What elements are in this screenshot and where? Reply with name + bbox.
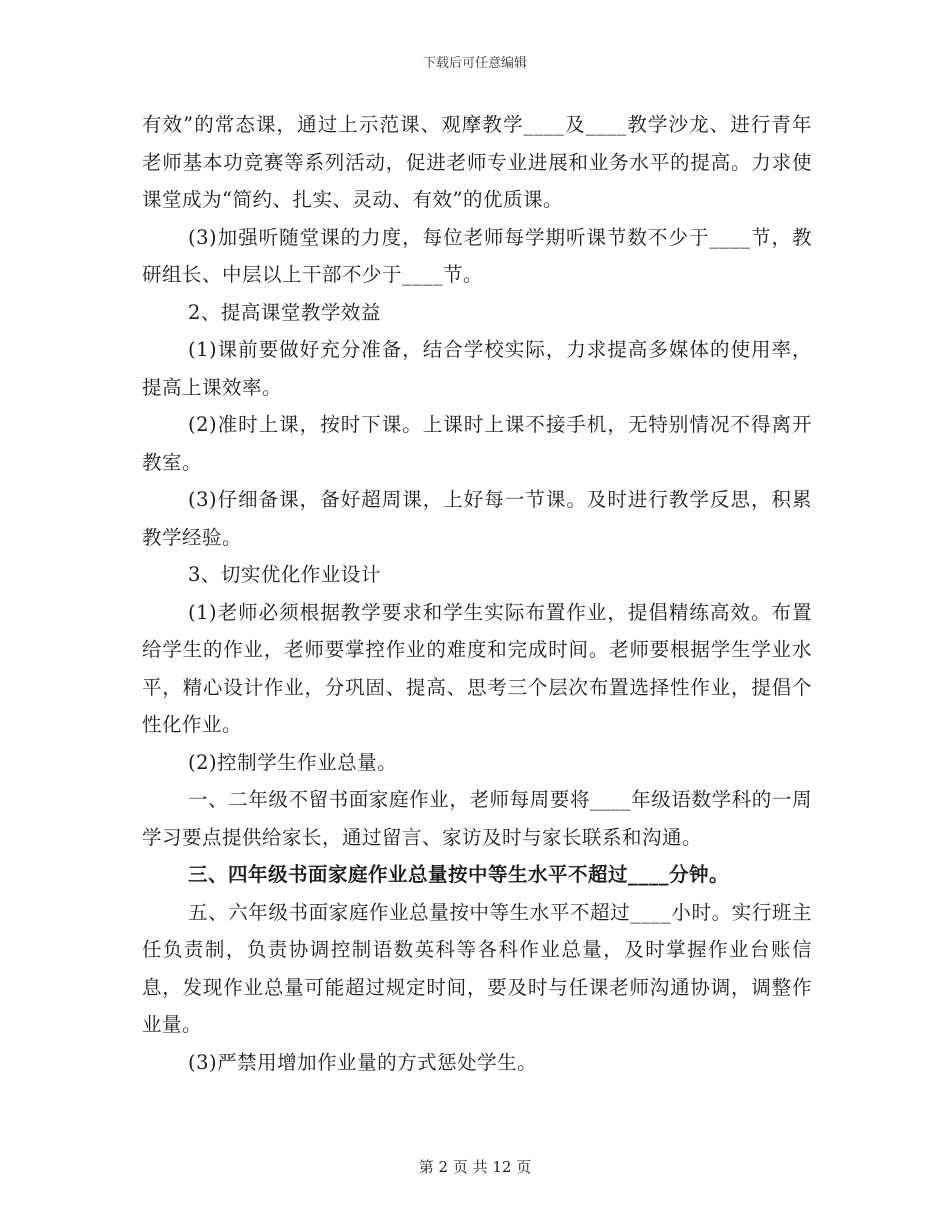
paragraph-3: 2、提高课堂教学效益 [188, 300, 381, 324]
paragraph-12: 五、六年级书面家庭作业总量按中等生水平不超过____小时。实行班主任负责制，负责协调控制语数英科等各科作业总量，及时掌握作业台账信息，发现作业总量可能超过规定时间，要及时与任课老师沟通协调，调整作业量。 [142, 900, 812, 1036]
paragraph-13: (3)严禁用增加作业量的方式惩处学生。 [188, 1050, 538, 1074]
paragraph-8: (1)老师必须根据教学要求和学生实际布置作业，提倡精练高效。布置给学生的作业，老师要掌控作业的难度和完成时间。老师要根据学生学业水平，精心设计作业，分巩固、提高、思考三个层次布置选择性作业，提倡个性化作业。 [142, 600, 812, 736]
paragraph-4: (1)课前要做好充分准备，结合学校实际，力求提高多媒体的使用率，提高上课效率。 [142, 338, 812, 399]
paragraph-9: (2)控制学生作业总量。 [188, 750, 398, 774]
paragraph-11: 三、四年级书面家庭作业总量按中等生水平不超过____分钟。 [188, 863, 730, 886]
paragraph-2: (3)加强听随堂课的力度，每位老师每学期听课节数不少于____节，教研组长、中层以上干部不少于____节。 [142, 225, 812, 286]
paragraph-5: (2)准时上课，按时下课。上课时上课不接手机，无特别情况不得离开教室。 [142, 413, 812, 474]
page-header: 下载后可任意编辑 [422, 56, 527, 71]
paragraph-7: 3、切实优化作业设计 [188, 563, 381, 586]
paragraph-10: 一、二年级不留书面家庭作业，老师每周要将____年级语数学科的一周学习要点提供给家长，通过留言、家访及时与家长联系和沟通。 [142, 788, 812, 849]
page-footer: 第 2 页 共 12 页 [418, 1158, 532, 1176]
paragraph-1: 有效”的常态课，通过上示范课、观摩教学____及____教学沙龙、进行青年老师基本功竞赛等系列活动，促进老师专业进展和业务水平的提高。力求使课堂成为“简约、扎实、灵动、有效”的优质课。 [142, 113, 812, 211]
paragraph-6: (3)仔细备课，备好超周课，上好每一节课。及时进行教学反思，积累教学经验。 [142, 488, 812, 549]
document-body [142, 106, 812, 1081]
